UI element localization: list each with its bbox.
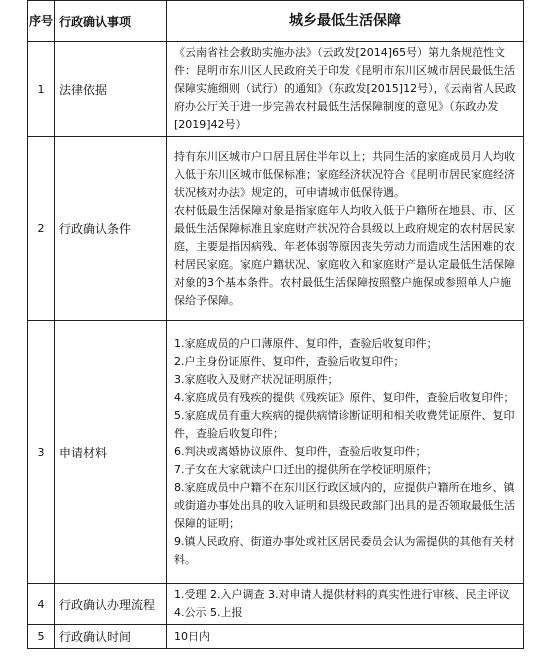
condition-paragraph-rural: 农村低最生活保障对象是指家庭年人均收入低于户籍所在地县、市、区最低生活保障标准且家庭财产状况符合县级以上政府规定的农村居民家庭，主要是指因病残、年老体弱等原因丧失劳动力而造成生活困难的农村居民家庭。家庭户籍状况、家庭收入和家庭财产是认定最低生活保障对象的3个基本条件。农村最低生活保障按照整户施保或参照单人户施保给予保障。 — [174, 203, 515, 307]
row-content: 10日内 — [167, 625, 524, 649]
table-row — [28, 584, 524, 625]
material-item: 6.判决或离婚协议原件、复印件，查验后收复印件； — [174, 445, 427, 458]
row-item: 法律依据 — [55, 42, 167, 137]
row-content: 《云南省社会救助实施办法》（云政发[2014]65号）第九条规范性文件：昆明市东川区人民政府关于印发《昆明市东川区城市居民最低生活保障实施细则（试行）的通知》（东政发[2015]12号），《云南省人民政府办公厅关于进一步完善农村最低生活保障制度的意见》（东政办发[2019]42号） — [167, 42, 524, 137]
header-title: 城乡最低生活保障 — [167, 1, 524, 42]
material-item: 9.镇人民政府、街道办事处或社区居民委员会认为需提供的其他有关材料。 — [174, 535, 515, 566]
row-item: 申请材料 — [55, 321, 167, 584]
material-item: 7.子女在大家就读户口迁出的提供所在学校证明原件； — [174, 463, 438, 476]
material-item: 5.家庭成员有重大疾病的提供病情诊断证明和相关收费凭证原件、复印件，查验后收复印件； — [174, 409, 515, 440]
material-item: 3.家庭收入及财产状况证明原件； — [174, 373, 339, 386]
table-row — [28, 321, 524, 584]
material-item: 8.家庭成员中户籍不在东川区行政区域内的，应提供户籍所在地乡、镇或街道办事处出具的收入证明和县级民政部门出具的是否领取最低生活保障的证明； — [174, 481, 515, 530]
table-header-row — [28, 1, 524, 42]
row-item: 行政确认条件 — [55, 137, 167, 321]
header-item: 行政确认事项 — [55, 1, 167, 42]
table-row — [28, 42, 524, 137]
row-content — [167, 137, 524, 321]
table-row — [28, 137, 524, 321]
row-no: 5 — [28, 625, 55, 649]
material-item: 1.家庭成员的户口薄原件、复印件，查验后收复印件； — [174, 337, 438, 350]
table-row — [28, 625, 524, 649]
row-item: 行政确认办理流程 — [55, 584, 167, 625]
row-no: 3 — [28, 321, 55, 584]
row-no: 2 — [28, 137, 55, 321]
row-no: 1 — [28, 42, 55, 137]
row-no: 4 — [28, 584, 55, 625]
material-item: 4.家庭成员有残疾的提供《残疾证》原件、复印件，查验后收复印件； — [174, 391, 515, 404]
row-content: 1.受理 2.入户调查 3.对申请人提供材料的真实性进行审核、民主评议 4.公示 5.上报 — [167, 584, 524, 625]
condition-paragraph-urban: 持有东川区城市户口居且居住半年以上；共同生活的家庭成员月人均收入低于东川区城市低保标准；家庭经济状况符合《昆明市居民家庭经济状况核对办法》规定的，可申请城市低保待遇。 — [174, 149, 515, 199]
row-content — [167, 321, 524, 584]
policy-table — [27, 0, 524, 649]
row-item: 行政确认时间 — [55, 625, 167, 649]
material-item: 2.户主身份证原件、复印件，查验后收复印件； — [174, 355, 405, 368]
document-page — [27, 0, 524, 649]
header-no: 序号 — [28, 1, 55, 42]
